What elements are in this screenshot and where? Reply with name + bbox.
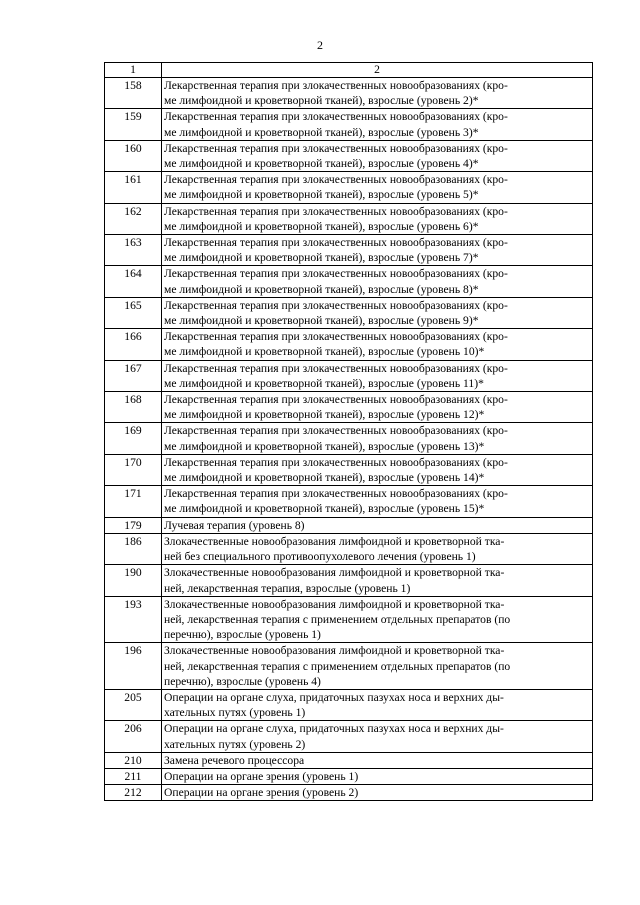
table-row [105, 203, 593, 234]
column-header-number: 1 [105, 63, 162, 78]
row-name-text: Лекарственная терапия при злокачественных новообразованиях (кро- ме лимфоидной и кроветворной тканей), взрослые (уровень 10)* [164, 330, 508, 359]
row-number: 196 [105, 643, 162, 690]
table-row [105, 266, 593, 297]
row-name-text: Лучевая терапия (уровень 8) [164, 518, 305, 532]
row-name-text: Лекарственная терапия при злокачественных новообразованиях (кро- ме лимфоидной и кроветворной тканей), взрослые (уровень 12)* [164, 393, 508, 422]
table-row [105, 785, 593, 801]
row-name-text: Лекарственная терапия при злокачественных новообразованиях (кро- ме лимфоидной и кроветворной тканей), взрослые (уровень 3)* [164, 110, 508, 139]
table-row [105, 360, 593, 391]
row-name [162, 596, 593, 643]
row-name [162, 266, 593, 297]
table-row [105, 454, 593, 485]
row-number: 164 [105, 266, 162, 297]
row-name-text: Лекарственная терапия при злокачественных новообразованиях (кро- ме лимфоидной и кроветворной тканей), взрослые (уровень 2)* [164, 79, 508, 108]
table-row [105, 643, 593, 690]
row-name [162, 203, 593, 234]
row-number: 170 [105, 454, 162, 485]
row-number: 167 [105, 360, 162, 391]
table-row [105, 565, 593, 596]
row-name [162, 297, 593, 328]
table-row [105, 78, 593, 109]
row-name [162, 752, 593, 768]
row-name-text: Лекарственная терапия при злокачественных новообразованиях (кро- ме лимфоидной и кроветворной тканей), взрослые (уровень 14)* [164, 455, 508, 485]
row-name [162, 392, 593, 423]
table-row [105, 235, 593, 266]
row-name-text: Злокачественные новообразования лимфоидной и кроветворной тка- ней, лекарственная терапия с применением отдельных препаратов (по перечню), взрослые (уровень 1) [164, 597, 511, 642]
row-name [162, 172, 593, 203]
row-number: 160 [105, 140, 162, 171]
row-name-text: Операции на органе зрения (уровень 1) [164, 769, 359, 783]
page-number: 2 [317, 38, 323, 52]
row-name-text: Злокачественные новообразования лимфоидной и кроветворной тка- ней, лекарственная терапия с применением отдельных препаратов (по перечню), взрослые (уровень 4) [164, 644, 511, 688]
row-number: 186 [105, 533, 162, 564]
row-name [162, 329, 593, 360]
services-table [104, 62, 593, 801]
table-row [105, 392, 593, 423]
row-name [162, 454, 593, 485]
row-name-text: Замена речевого процессора [164, 753, 305, 767]
row-number: 179 [105, 517, 162, 533]
row-name [162, 768, 593, 784]
row-name-text: Операции на органе слуха, придаточных пазухах носа и верхних ды- хательных путях (уровень 2) [164, 722, 504, 751]
table-row [105, 297, 593, 328]
row-number: 169 [105, 423, 162, 454]
row-name [162, 517, 593, 533]
table-row [105, 329, 593, 360]
row-name [162, 235, 593, 266]
row-number: 168 [105, 392, 162, 423]
row-name [162, 423, 593, 454]
table-row [105, 423, 593, 454]
row-name [162, 721, 593, 752]
row-number: 165 [105, 297, 162, 328]
row-name-text: Операции на органе слуха, придаточных пазухах носа и верхних ды- хательных путях (уровень 1) [164, 690, 504, 720]
table-row [105, 517, 593, 533]
row-name [162, 643, 593, 690]
row-number: 162 [105, 203, 162, 234]
row-number: 171 [105, 486, 162, 517]
table-row [105, 486, 593, 517]
row-name [162, 785, 593, 801]
row-name [162, 486, 593, 517]
row-name-text: Лекарственная терапия при злокачественных новообразованиях (кро- ме лимфоидной и кроветворной тканей), взрослые (уровень 13)* [164, 424, 508, 453]
row-name-text: Лекарственная терапия при злокачественных новообразованиях (кро- ме лимфоидной и кроветворной тканей), взрослые (уровень 5)* [164, 173, 508, 202]
row-name-text: Операции на органе зрения (уровень 2) [164, 786, 359, 800]
row-name [162, 140, 593, 171]
table-row [105, 768, 593, 784]
row-name-text: Лекарственная терапия при злокачественных новообразованиях (кро- ме лимфоидной и кроветворной тканей), взрослые (уровень 11)* [164, 361, 508, 390]
row-name [162, 78, 593, 109]
row-number: 211 [105, 768, 162, 784]
row-name-text: Злокачественные новообразования лимфоидной и кроветворной тка- ней без специального противоопухолевого лечения (уровень 1) [164, 534, 505, 564]
row-number: 161 [105, 172, 162, 203]
table-row [105, 689, 593, 720]
table-row [105, 533, 593, 564]
row-name-text: Злокачественные новообразования лимфоидной и кроветворной тка- ней, лекарственная терапия, взрослые (уровень 1) [164, 566, 505, 595]
row-name-text: Лекарственная терапия при злокачественных новообразованиях (кро- ме лимфоидной и кроветворной тканей), взрослые (уровень 4)* [164, 141, 508, 171]
row-name [162, 565, 593, 596]
row-number: 159 [105, 109, 162, 140]
row-name [162, 360, 593, 391]
row-name-text: Лекарственная терапия при злокачественных новообразованиях (кро- ме лимфоидной и кроветворной тканей), взрослые (уровень 9)* [164, 298, 508, 328]
table-row [105, 596, 593, 643]
row-number: 166 [105, 329, 162, 360]
row-name-text: Лекарственная терапия при злокачественных новообразованиях (кро- ме лимфоидной и кроветворной тканей), взрослые (уровень 7)* [164, 236, 508, 265]
table-row [105, 752, 593, 768]
row-number: 190 [105, 565, 162, 596]
column-header-name: 2 [162, 63, 593, 78]
row-number: 210 [105, 752, 162, 768]
row-name-text: Лекарственная терапия при злокачественных новообразованиях (кро- ме лимфоидной и кроветворной тканей), взрослые (уровень 15)* [164, 487, 508, 516]
table-row [105, 721, 593, 752]
table-row [105, 109, 593, 140]
row-name [162, 689, 593, 720]
row-name-text: Лекарственная терапия при злокачественных новообразованиях (кро- ме лимфоидной и кроветворной тканей), взрослые (уровень 6)* [164, 204, 508, 233]
row-number: 158 [105, 78, 162, 109]
row-name [162, 109, 593, 140]
row-number: 206 [105, 721, 162, 752]
row-number: 205 [105, 689, 162, 720]
row-number: 193 [105, 596, 162, 643]
table-row [105, 172, 593, 203]
row-number: 163 [105, 235, 162, 266]
table-header-row [105, 63, 593, 78]
table-row [105, 140, 593, 171]
row-name [162, 533, 593, 564]
row-name-text: Лекарственная терапия при злокачественных новообразованиях (кро- ме лимфоидной и кроветворной тканей), взрослые (уровень 8)* [164, 267, 508, 296]
row-number: 212 [105, 785, 162, 801]
